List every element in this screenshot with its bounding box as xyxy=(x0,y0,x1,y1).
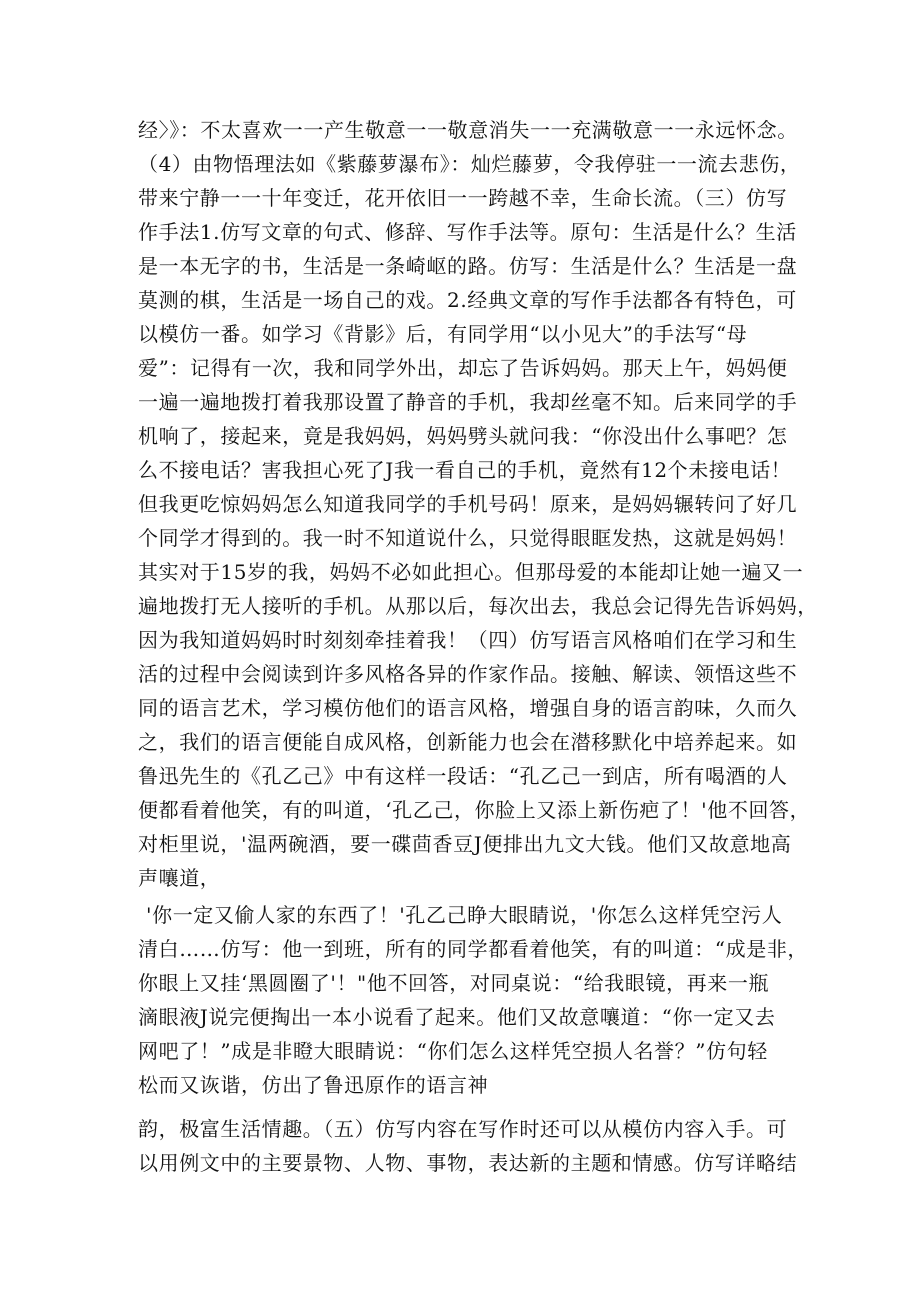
text-line: 一遍一遍地拨打着我那设置了静音的手机，我却丝毫不知。后来同学的手 xyxy=(138,390,798,414)
text-line: 同的语言艺术，学习模仿他们的语言风格，增强自身的语言韵味，久而久 xyxy=(138,696,798,720)
text-line: 之，我们的语言便能自成风格，创新能力也会在潜移默化中培养起来。如 xyxy=(138,730,798,754)
text-line: '你一定又偷人家的东西了！'孔乙己睁大眼睛说，'你怎么这样凭空污人 xyxy=(146,903,783,927)
text-line: 么不接电话？害我担心死了J我一看自己的手机，竟然有12个未接电话！ xyxy=(138,458,792,482)
text-line: 清白……仿写：他一到班，所有的同学都看着他笑，有的叫道：“成是非， xyxy=(138,937,809,961)
text-line: 鲁迅先生的《孔乙己》中有这样一段话：“孔乙己一到店，所有喝酒的人 xyxy=(138,764,788,788)
text-line: 便都看着他笑，有的叫道，‘孔乙己，你脸上又添上新伤疤了！'他不回答， xyxy=(138,798,811,822)
text-line: 网吧了！”成是非瞪大眼睛说：“你们怎么这样凭空损人名誉？”仿句轻 xyxy=(138,1039,768,1063)
text-line: 活的过程中会阅读到许多风格各异的作家作品。接触、解读、领悟这些不 xyxy=(138,662,798,686)
text-line: 你眼上又挂‘黑圆圈了'！"他不回答，对同桌说：“给我眼镜，再来一瓶 xyxy=(138,971,770,995)
text-line: 带来宁静一一十年变迁，花开依旧一一跨越不幸，生命长流。（三）仿写 xyxy=(138,186,788,210)
text-line: 以模仿一番。如学习《背影》后，有同学用“以小见大”的手法写“母 xyxy=(138,322,748,346)
text-block-end xyxy=(138,1112,798,1180)
text-line: 遍地拨打无人接听的手机。从那以后，每次出去，我总会记得先告诉妈妈， xyxy=(138,594,818,618)
text-line: 但我更吃惊妈妈怎么知道我同学的手机号码！原来，是妈妈辗转问了好几 xyxy=(138,492,798,516)
text-block-quote xyxy=(138,898,809,1102)
text-line: 其实对于15岁的我，妈妈不必如此担心。但那母爱的本能却让她一遍又一 xyxy=(138,560,804,584)
text-line: 是一本无字的书，生活是一条崎岖的路。仿写：生活是什么？生活是一盘 xyxy=(138,254,798,278)
text-line: 松而又诙谐，仿出了鲁迅原作的语言神 xyxy=(138,1073,489,1097)
text-line: 对柜里说，'温两碗酒，要一碟茴香豆J便排出九文大钱。他们又故意地高 xyxy=(138,832,792,856)
text-line: 个同学才得到的。我一时不知道说什么，只觉得眼眶发热，这就是妈妈！ xyxy=(138,526,798,550)
text-line: 莫测的棋，生活是一场自己的戏。2.经典文章的写作手法都各有特色，可 xyxy=(138,288,797,312)
text-line: 滴眼液J说完便掏出一本小说看了起来。他们又故意嚷道：“你一定又去 xyxy=(138,1005,776,1029)
text-line: 作手法1.仿写文章的句式、修辞、写作手法等。原句：生活是什么？生活 xyxy=(138,220,797,244)
text-line: 爱”：记得有一次，我和同学外出，却忘了告诉妈妈。那天上午，妈妈便 xyxy=(138,356,788,380)
text-line: 韵，极富生活情趣。（五）仿写内容在写作时还可以从模仿内容入手。可 xyxy=(138,1117,788,1141)
text-line: （4）由物悟理法如《紫藤萝瀑布》：灿烂藤萝，令我停驻一一流去悲伤， xyxy=(138,152,801,176)
text-line: 机响了，接起来，竟是我妈妈，妈妈劈头就问我：“你没出什么事吧？怎 xyxy=(138,424,788,448)
text-block-main xyxy=(138,113,818,895)
text-line: 以用例文中的主要景物、人物、事物，表达新的主题和情感。仿写详略结 xyxy=(138,1151,798,1175)
text-line: 因为我知道妈妈时时刻刻牵挂着我！（四）仿写语言风格咱们在学习和生 xyxy=(138,628,798,652)
text-line: 声嚷道， xyxy=(138,866,221,890)
text-line: 经〉》：不太喜欢一一产生敬意一一敬意消失一一充满敬意一一永远怀念。 xyxy=(138,118,798,142)
